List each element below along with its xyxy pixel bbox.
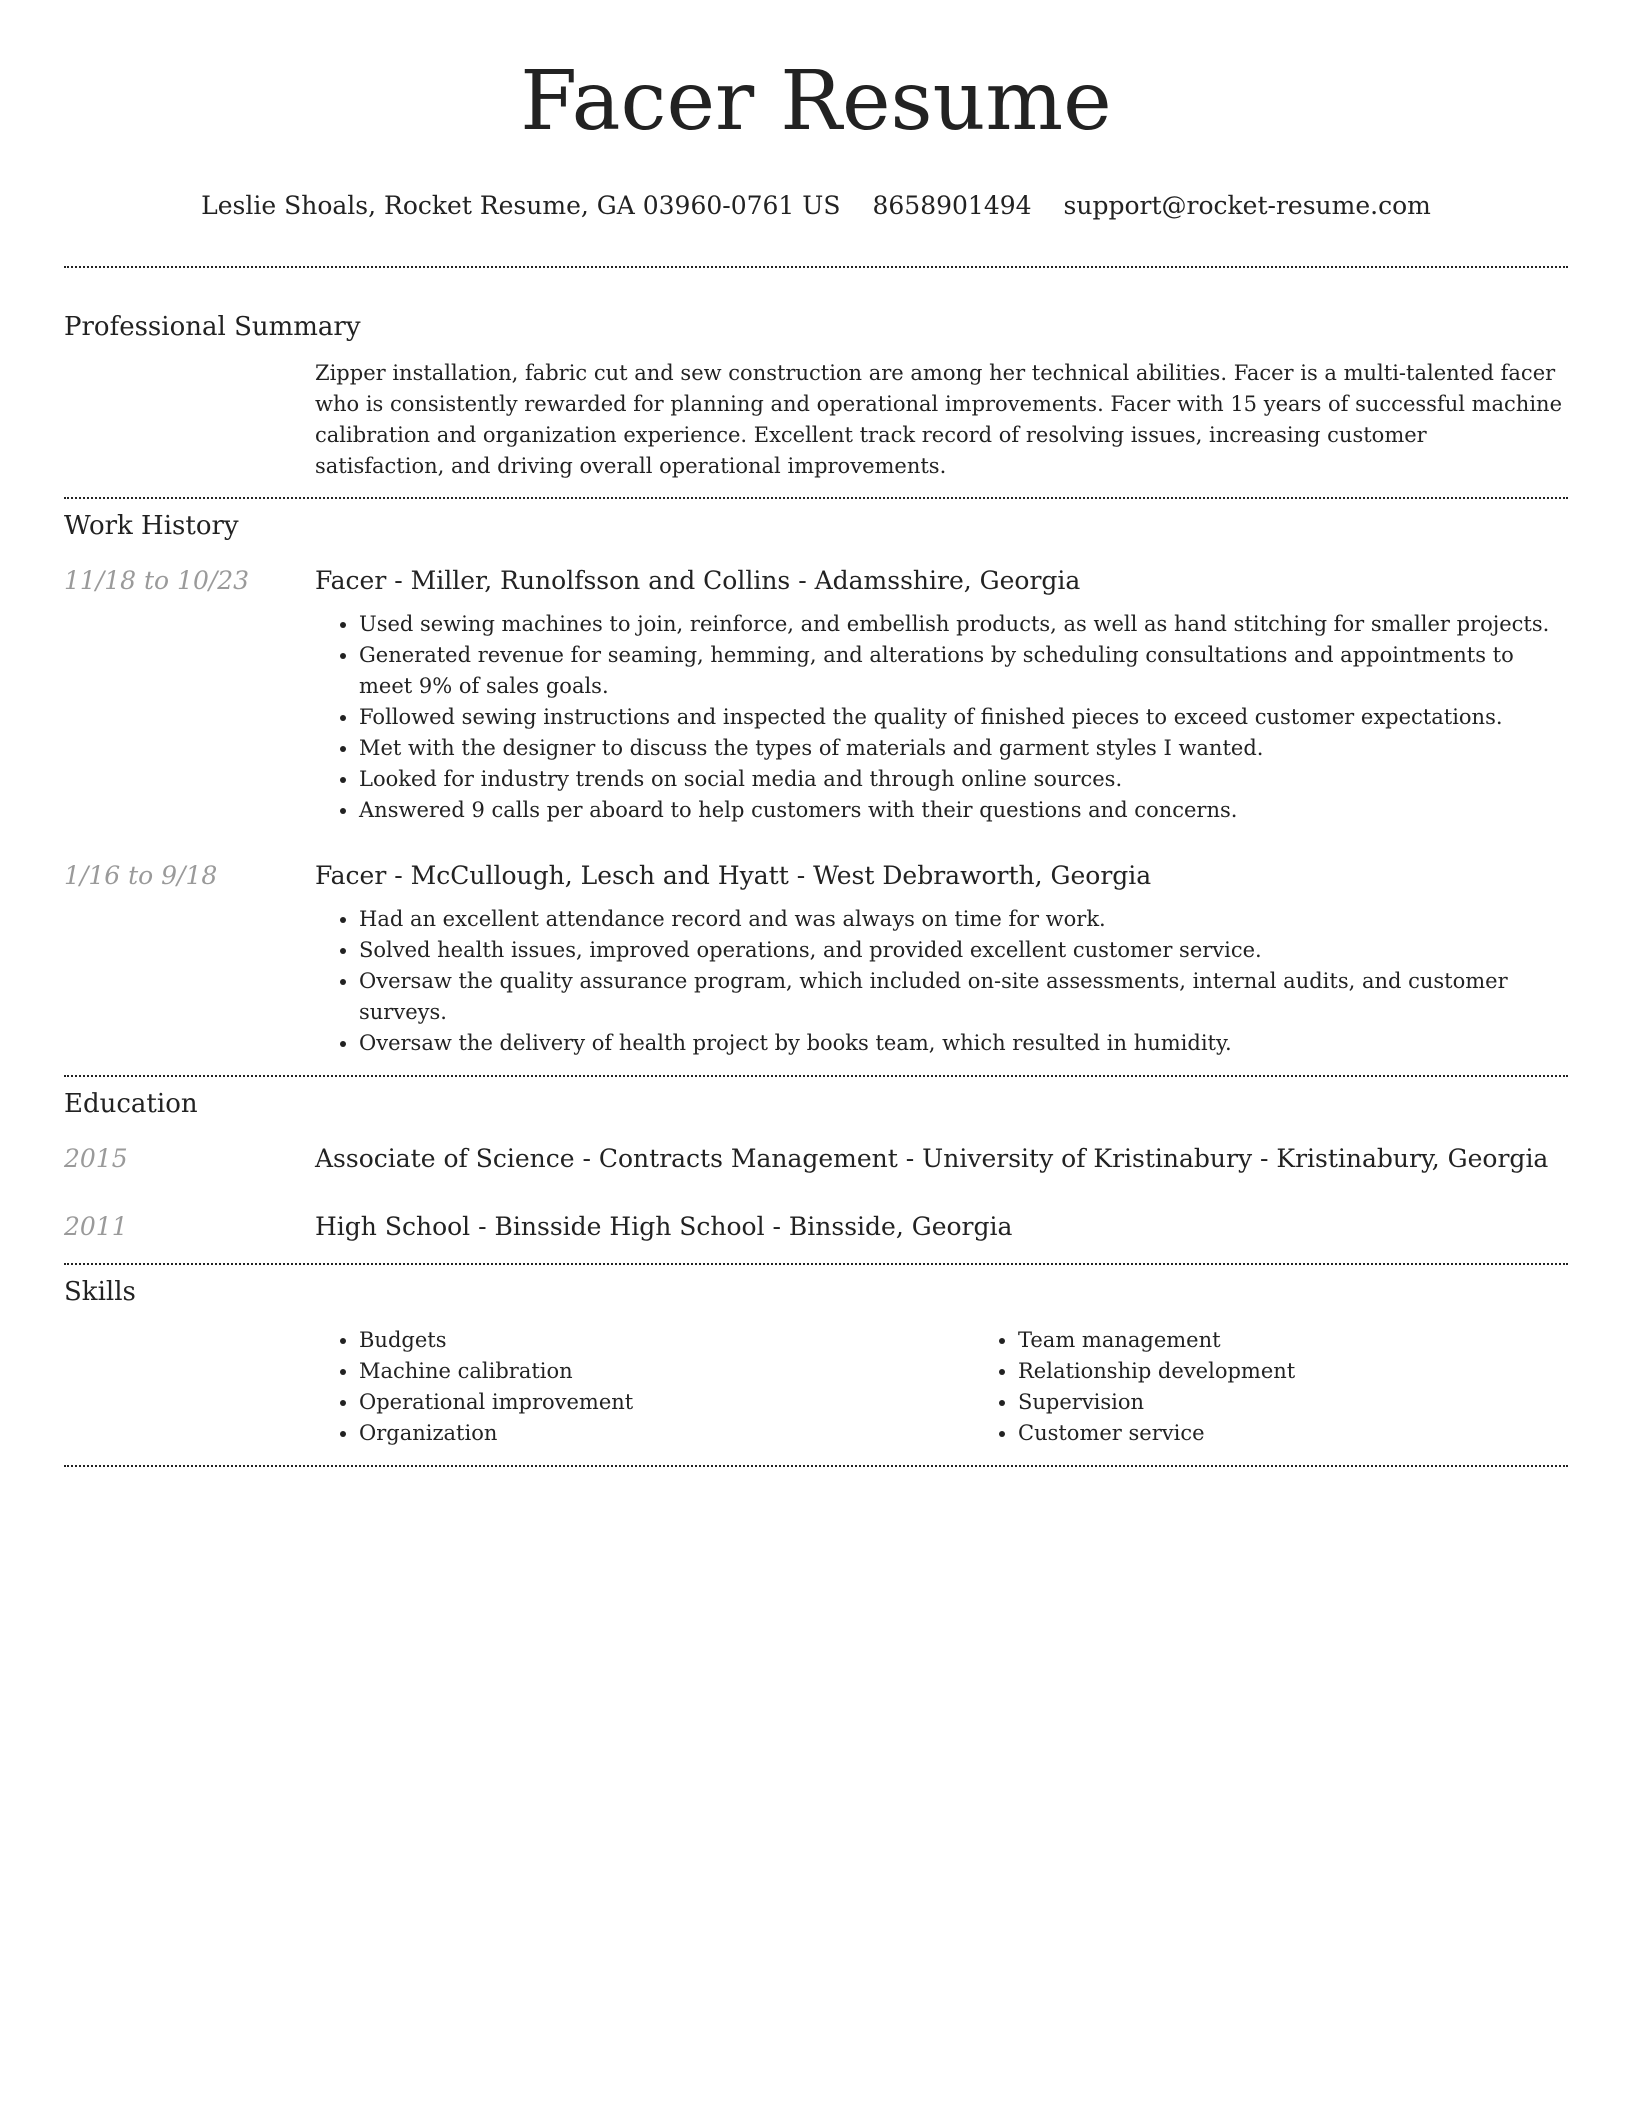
skills-list-left: [315, 1325, 974, 1449]
contact-phone: 8658901494: [872, 191, 1032, 220]
skill-item: • Supervision: [1018, 1387, 1632, 1418]
education-entry: [64, 1143, 1562, 1175]
skill-item: • Relationship development: [1018, 1356, 1632, 1387]
education-year: 2015: [64, 1144, 128, 1173]
job-bullet: • Followed sewing instructions and inspected the quality of finished pieces to exceed customer expectations.: [359, 702, 1562, 733]
page-title: Facer Resume: [520, 54, 1112, 149]
job-bullet: • Had an excellent attendance record and was always on time for work.: [359, 904, 1562, 935]
skill-item: • Organization: [359, 1418, 974, 1449]
job-title: Facer - Miller, Runolfsson and Collins - Adamsshire, Georgia: [315, 566, 1081, 595]
contact-line: [0, 190, 1632, 222]
job-bullet: • Solved health issues, improved operations, and provided excellent customer service.: [359, 935, 1562, 966]
divider: [64, 1263, 1568, 1265]
education-school: - University of Kristinabury - Kristinabury, Georgia: [897, 1144, 1549, 1173]
education-detail: [315, 1211, 1012, 1243]
skill-item: • Machine calibration: [359, 1356, 974, 1387]
education-school: - Binsside High School - Binsside, Georgia: [470, 1212, 1013, 1241]
education-entry: [64, 1211, 1562, 1243]
summary-text: Zipper installation, fabric cut and sew construction are among her technical abilities. Facer is a multi-talented facer who is consistently rewarded for planning and operational improvements. Facer with 15 years of successful machine calibration and organization experience. Excellent track record of resolving issues, increasing customer satisfaction, and driving overall operational improvements.: [315, 361, 1562, 478]
skills-columns: [315, 1325, 1562, 1449]
section-heading-summary: Professional Summary: [64, 312, 361, 342]
job-title: Facer - McCullough, Lesch and Hyatt - West Debraworth, Georgia: [315, 861, 1152, 890]
job-bullet: • Looked for industry trends on social media and through online sources.: [359, 764, 1562, 795]
job-bullet: • Answered 9 calls per aboard to help customers with their questions and concerns.: [359, 795, 1562, 826]
education-detail: [315, 1143, 1548, 1175]
job-dates: 1/16 to 9/18: [64, 861, 218, 890]
section-heading-education: Education: [64, 1089, 198, 1119]
skills-list-right: [974, 1325, 1632, 1449]
divider: [64, 1465, 1568, 1467]
skill-item: • Operational improvement: [359, 1387, 974, 1418]
divider: [64, 266, 1568, 268]
section-heading-skills: Skills: [64, 1277, 136, 1307]
skill-item: • Customer service: [1018, 1418, 1632, 1449]
job-dates: 11/18 to 10/23: [64, 566, 250, 595]
job-bullet: • Met with the designer to discuss the types of materials and garment styles I wanted.: [359, 733, 1562, 764]
skill-item: • Budgets: [359, 1325, 974, 1356]
divider: [64, 497, 1568, 499]
job-bullet: • Oversaw the quality assurance program, which included on-site assessments, internal audits, and customer surveys.: [359, 966, 1562, 1028]
education-year: 2011: [64, 1212, 128, 1241]
job-bullets: [315, 609, 1562, 826]
contact-address: Leslie Shoals, Rocket Resume, GA 03960-0761 US: [201, 191, 841, 220]
job-bullet: • Used sewing machines to join, reinforce, and embellish products, as well as hand stitching for smaller projects.: [359, 609, 1562, 640]
section-heading-work: Work History: [64, 511, 239, 541]
divider: [64, 1075, 1568, 1077]
job-entry: [64, 565, 1562, 597]
job-bullet: • Generated revenue for seaming, hemming, and alterations by scheduling consultations and appointments to meet 9% of sales goals.: [359, 640, 1562, 702]
job-bullet: • Oversaw the delivery of health project by books team, which resulted in humidity.: [359, 1028, 1562, 1059]
job-bullets: [315, 904, 1562, 1059]
contact-email: support@rocket-resume.com: [1063, 191, 1431, 220]
job-entry: [64, 860, 1562, 892]
skill-item: • Team management: [1018, 1325, 1632, 1356]
education-degree: High School: [315, 1212, 471, 1241]
education-degree: Associate of Science - Contracts Management: [315, 1144, 898, 1173]
